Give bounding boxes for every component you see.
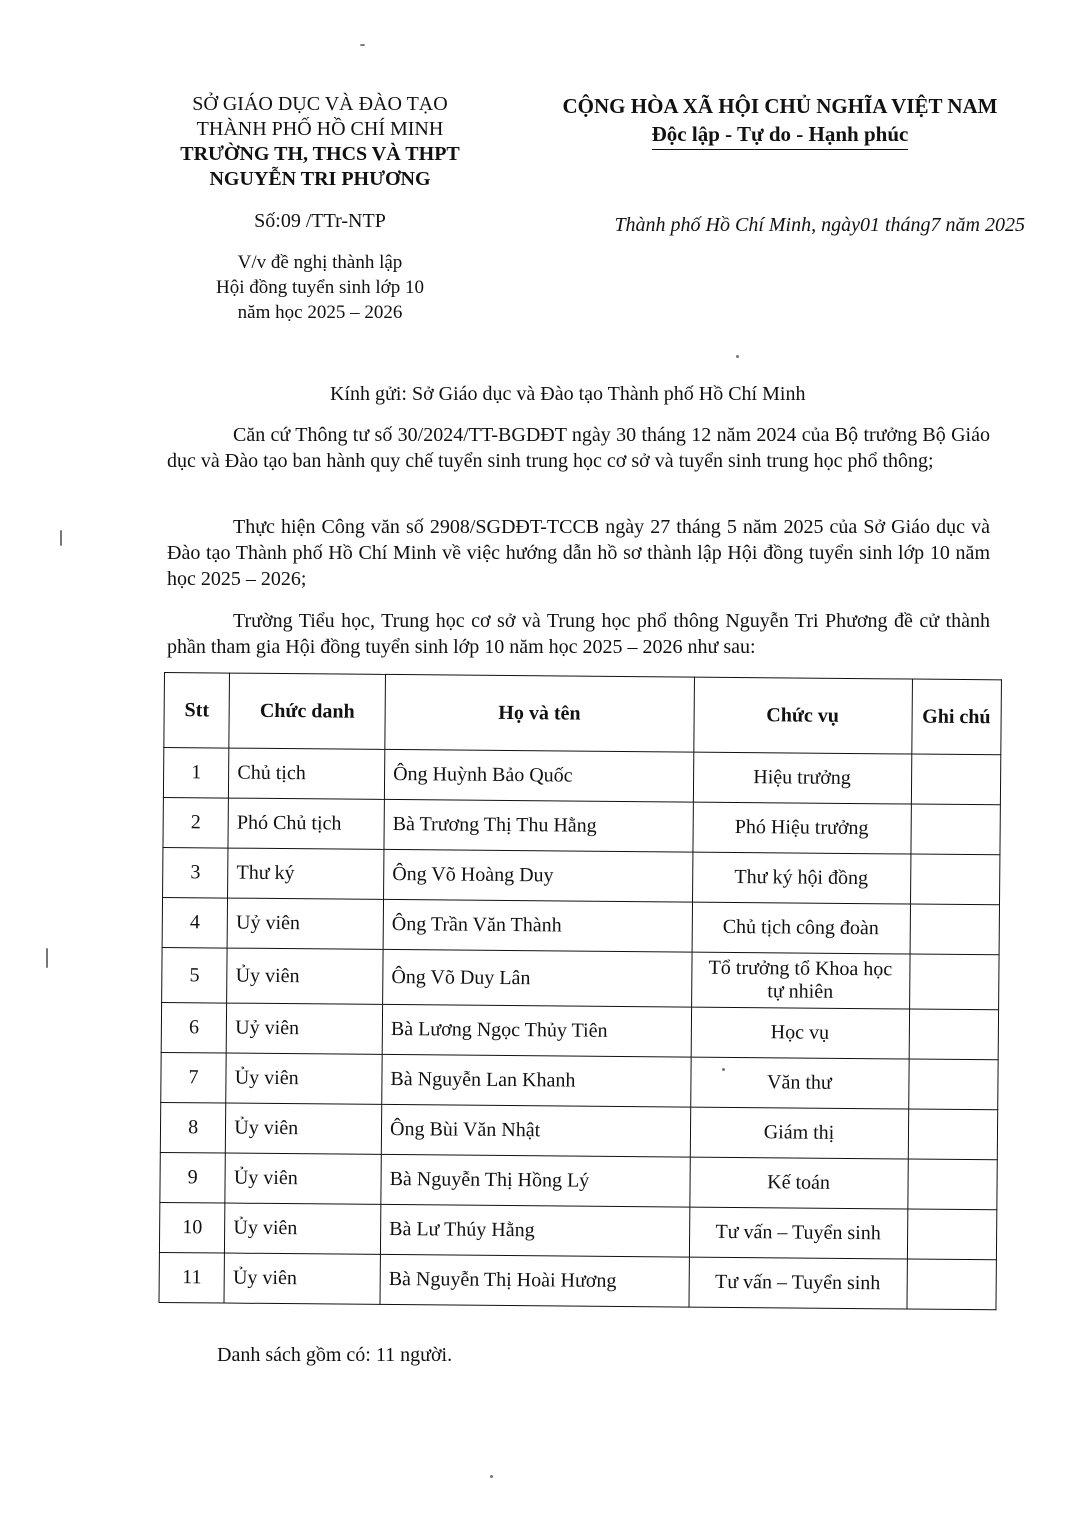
cell-stt: 2 xyxy=(163,797,229,848)
document-subject xyxy=(150,250,490,325)
cell-position: Văn thư xyxy=(690,1057,908,1109)
table-row xyxy=(162,897,999,954)
cell-name: Ông Võ Hoàng Duy xyxy=(384,849,693,902)
paragraph-text: Căn cứ Thông tư số 30/2024/TT-BGDĐT ngày 30 tháng 12 năm 2024 của Bộ trưởng Bộ Giáo dục và Đào tạo ban hành quy chế tuyển sinh trung học cơ sở và tuyển sinh trung học phổ thông; xyxy=(167,424,990,472)
cell-role: Ủy viên xyxy=(226,1103,382,1154)
paragraph-text: Thực hiện Công văn số 2908/SGDĐT-TCCB ngày 27 tháng 5 năm 2025 của Sở Giáo dục và Đào tạo Thành phố Hồ Chí Minh về việc hướng dẫn hồ sơ thành lập Hội đồng tuyển sinh lớp 10 năm học 2025 – 2026; xyxy=(167,516,990,590)
table-row xyxy=(162,947,999,1009)
table-row xyxy=(163,797,1000,854)
cell-stt: 7 xyxy=(161,1052,227,1103)
national-motto: Độc lập - Tự do - Hạnh phúc xyxy=(652,120,909,150)
paragraph-text: Trường Tiểu học, Trung học cơ sở và Trung học phổ thông Nguyễn Tri Phương đề cử thành phần tham gia Hội đồng tuyển sinh lớp 10 năm học 2025 – 2026 như sau: xyxy=(167,610,990,658)
subject-line-3: năm học 2025 – 2026 xyxy=(237,302,403,323)
department-line-1: SỞ GIÁO DỤC VÀ ĐÀO TẠO xyxy=(192,93,448,115)
cell-name: Bà Nguyễn Lan Khanh xyxy=(382,1054,691,1107)
cell-name: Ông Võ Duy Lân xyxy=(383,949,692,1007)
cell-position: Hiệu trưởng xyxy=(693,752,911,804)
table-row xyxy=(159,1202,996,1259)
header-stt: Stt xyxy=(164,673,230,749)
header-name: Họ và tên xyxy=(385,674,694,752)
scan-speck xyxy=(736,355,739,358)
cell-role: Chủ tịch xyxy=(229,748,385,799)
cell-position: Tư vấn – Tuyển sinh xyxy=(688,1257,906,1309)
document-number: Số:09 /TTr-NTP xyxy=(254,210,386,232)
cell-note xyxy=(909,954,999,1010)
cell-note xyxy=(908,1059,998,1110)
table-row xyxy=(163,847,1000,904)
paragraph-legal-basis xyxy=(167,422,990,474)
scan-mark xyxy=(60,530,62,546)
header-role: Chức danh xyxy=(229,673,385,749)
scan-speck xyxy=(360,44,365,46)
cell-note xyxy=(910,854,1000,905)
cell-stt: 9 xyxy=(160,1152,226,1203)
cell-position: Thư ký hội đồng xyxy=(692,852,910,904)
cell-position: Tổ trưởng tổ Khoa học tự nhiên xyxy=(691,952,910,1009)
paragraph-nomination xyxy=(167,608,990,660)
header-position: Chức vụ xyxy=(693,677,912,754)
cell-position: Phó Hiệu trưởng xyxy=(692,802,910,854)
cell-position: Tư vấn – Tuyển sinh xyxy=(689,1207,907,1259)
cell-role: Uỷ viên xyxy=(227,898,383,949)
cell-stt: 1 xyxy=(163,748,229,799)
cell-role: Ủy viên xyxy=(226,1053,382,1104)
school-line-1: TRƯỜNG TH, THCS VÀ THPT xyxy=(180,143,460,165)
cell-position: Kế toán xyxy=(689,1157,907,1209)
cell-note xyxy=(910,904,1000,955)
cell-role: Phó Chủ tịch xyxy=(228,798,384,849)
table-row xyxy=(163,748,1000,805)
cell-role: Ủy viên xyxy=(225,1203,381,1254)
total-count: Danh sách gồm có: 11 người. xyxy=(217,1344,453,1366)
table-header-row xyxy=(164,673,1002,755)
subject-line-1: V/v đề nghị thành lập xyxy=(237,252,403,273)
cell-stt: 10 xyxy=(159,1202,225,1253)
greeting: Kính gửi: Sở Giáo dục và Đào tạo Thành phố Hồ Chí Minh xyxy=(330,383,806,405)
cell-name: Bà Nguyễn Thị Hồng Lý xyxy=(381,1154,690,1207)
cell-note xyxy=(907,1209,997,1260)
council-members-table xyxy=(158,672,1001,1310)
cell-note xyxy=(910,804,1000,855)
department-line-2: THÀNH PHỐ HỒ CHÍ MINH xyxy=(196,118,444,140)
table-row xyxy=(160,1152,997,1209)
cell-position: Học vụ xyxy=(691,1007,909,1059)
cell-name: Bà Nguyễn Thị Hoài Hương xyxy=(380,1254,689,1307)
cell-role: Ủy viên xyxy=(225,1153,381,1204)
table-row xyxy=(160,1102,997,1159)
cell-name: Bà Lương Ngọc Thủy Tiên xyxy=(382,1004,691,1057)
cell-note xyxy=(907,1259,997,1310)
country-name: CỘNG HÒA XÃ HỘI CHỦ NGHĨA VIỆT NAM xyxy=(562,94,998,118)
cell-role: Ủy viên xyxy=(227,948,383,1004)
cell-role: Thư ký xyxy=(228,848,384,899)
cell-name: Bà Lư Thúy Hằng xyxy=(380,1204,689,1257)
subject-line-2: Hội đồng tuyển sinh lớp 10 xyxy=(216,277,424,298)
cell-role: Uỷ viên xyxy=(226,1003,382,1054)
cell-name: Ông Bùi Văn Nhật xyxy=(381,1104,690,1157)
national-heading xyxy=(520,92,1040,150)
scan-speck xyxy=(722,1068,725,1071)
cell-stt: 8 xyxy=(160,1102,226,1153)
scan-mark xyxy=(46,948,48,968)
cell-note xyxy=(907,1159,997,1210)
cell-position: Chủ tịch công đoàn xyxy=(692,902,910,954)
cell-stt: 3 xyxy=(163,847,229,898)
cell-stt: 11 xyxy=(159,1252,225,1303)
cell-stt: 5 xyxy=(162,947,228,1003)
cell-name: Ông Huỳnh Bảo Quốc xyxy=(384,749,693,802)
table-row xyxy=(161,1002,998,1059)
cell-note xyxy=(909,1009,999,1060)
table-row xyxy=(159,1252,996,1309)
cell-stt: 4 xyxy=(162,897,228,948)
header-note: Ghi chú xyxy=(911,679,1001,755)
cell-role: Ủy viên xyxy=(224,1253,380,1304)
cell-stt: 6 xyxy=(161,1002,227,1053)
place-and-date: Thành phố Hồ Chí Minh, ngày01 tháng7 năm 2025 xyxy=(614,214,1025,236)
cell-note xyxy=(908,1109,998,1160)
table-row xyxy=(161,1052,998,1109)
cell-position: Giám thị xyxy=(690,1107,908,1159)
issuer-block xyxy=(150,92,490,192)
scan-speck xyxy=(490,1475,493,1478)
cell-name: Bà Trương Thị Thu Hằng xyxy=(384,799,693,852)
paragraph-implementation xyxy=(167,514,990,592)
cell-name: Ông Trần Văn Thành xyxy=(383,899,692,952)
cell-note xyxy=(911,754,1001,805)
school-line-2: NGUYỄN TRI PHƯƠNG xyxy=(209,168,431,190)
